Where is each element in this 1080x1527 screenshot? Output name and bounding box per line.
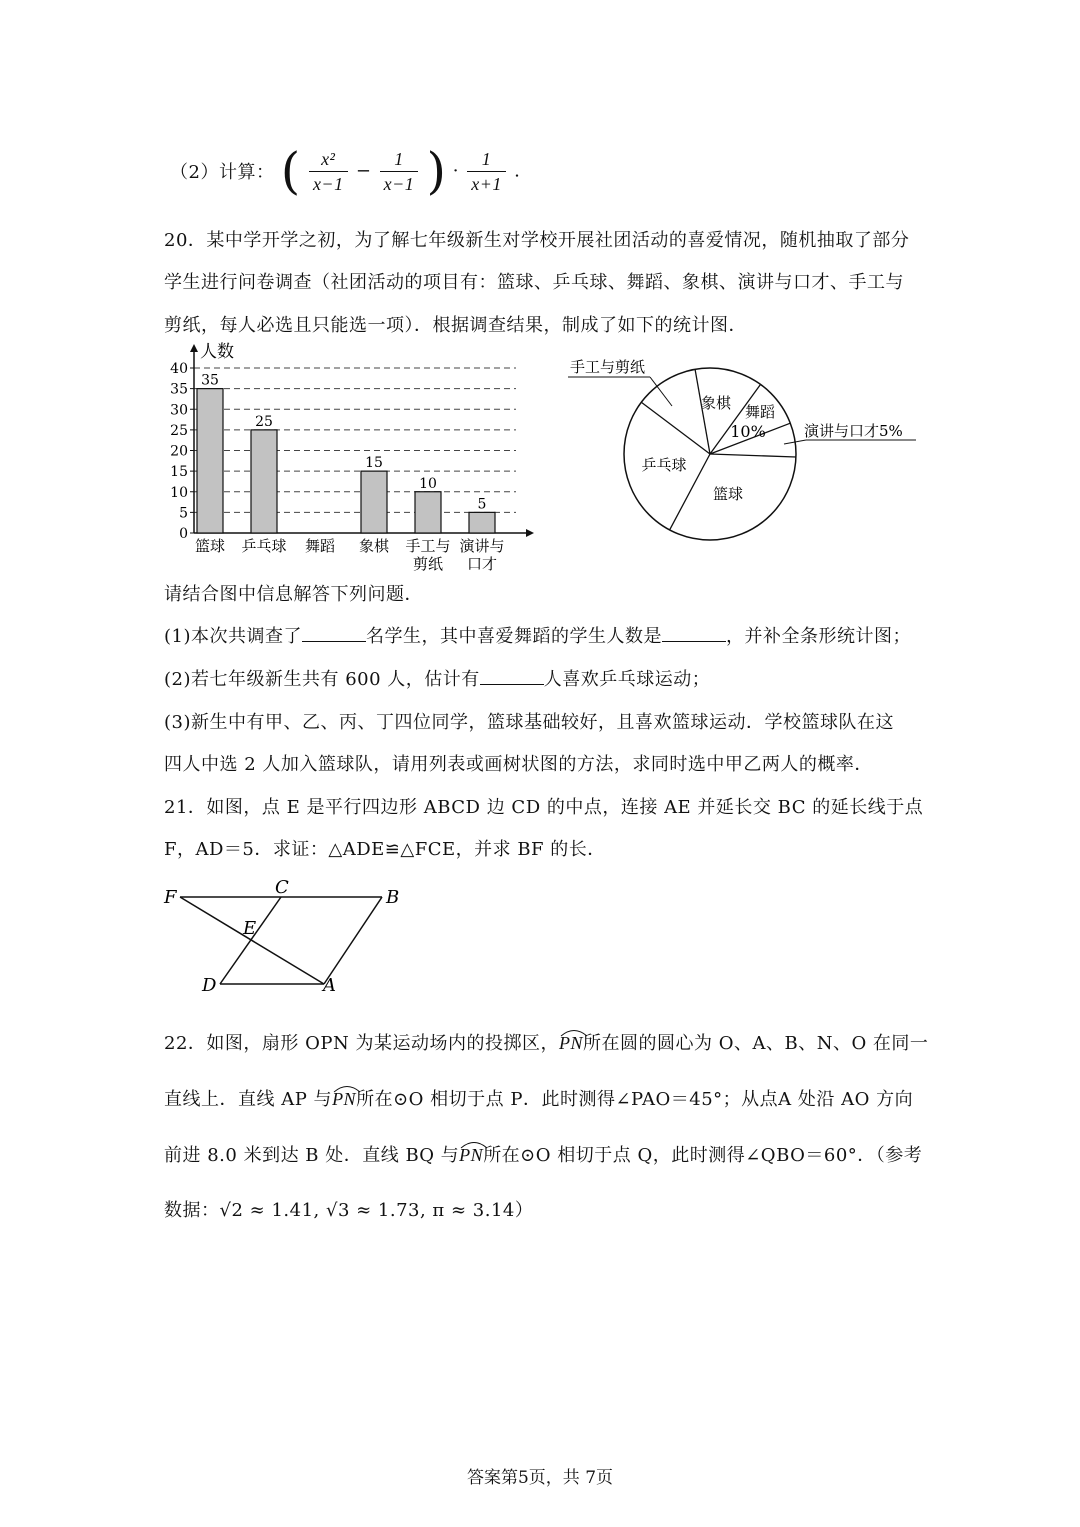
pie-label-dance-percent: 10% <box>730 422 766 441</box>
pie-chart <box>560 352 920 542</box>
segment-fa <box>180 897 324 984</box>
x-axis-arrow <box>526 529 534 537</box>
q22-line4: 数据：√2 ≈ 1.41, √3 ≈ 1.73, π ≈ 3.14） <box>164 1200 534 1221</box>
arc-pn: PN <box>332 1083 356 1110</box>
answer-blank <box>480 666 544 685</box>
segment-dc <box>220 897 281 984</box>
y-tick-label: 5 <box>179 505 188 522</box>
q22-line1: 22．如图，扇形 OPN 为某运动场内的投掷区， PN所在圆的圆心为 O、A、B、N、O 在同一 <box>164 1027 928 1055</box>
bar <box>251 430 277 533</box>
q20-q1: (1)本次共调查了 名学生，其中喜爱舞蹈的学生人数是 ，并补全条形统计图； <box>164 622 911 648</box>
pie-label-chess: 象棋 <box>700 394 732 412</box>
y-tick-label: 30 <box>170 402 188 419</box>
y-axis-label: 人数 <box>200 342 234 362</box>
x-tick-label: 象棋 <box>358 537 390 555</box>
pie-label-basketball: 篮球 <box>712 485 744 503</box>
bar-chart <box>160 338 540 576</box>
bar <box>469 512 495 533</box>
fraction-3: $\frac{1}{x+1}$ <box>467 147 506 196</box>
x-tick-label: 手工与 <box>405 537 451 555</box>
page-footer: 答案第5页，共 7页 <box>466 1468 614 1488</box>
point-a-label: A <box>323 975 336 996</box>
y-tick-label: 20 <box>170 443 188 460</box>
answer-blank <box>302 623 366 642</box>
y-tick-label: 0 <box>179 526 188 542</box>
point-f-label: F <box>164 887 177 908</box>
q21-line2: F，AD＝5．求证：△ADE≌△FCE，并求 BF 的长． <box>164 839 606 860</box>
y-tick-label: 15 <box>170 464 188 481</box>
callout-handcraft: 手工与剪纸 <box>570 358 646 376</box>
point-b-label: B <box>386 887 400 908</box>
y-tick-label: 35 <box>170 381 188 398</box>
y-tick-label: 25 <box>170 422 188 439</box>
parallelogram-figure <box>160 874 410 998</box>
point-d-label: D <box>202 975 217 996</box>
q20-line2: 学生进行问卷调查（社团活动的项目有：篮球、乒乓球、舞蹈、象棋、演讲与口才、手工与 <box>164 272 904 293</box>
arc-pn: PN <box>559 1027 583 1054</box>
arc-pn: PN <box>459 1139 483 1166</box>
q20-q2: (2)若七年级新生共有 600 人，估计有 人喜欢乒乓球运动； <box>164 665 710 691</box>
bar-data-label: 15 <box>365 455 383 472</box>
q20-line1: 20．某中学开学之初，为了解七年级新生对学校开展社团活动的喜爱情况，随机抽取了部分 <box>164 230 910 251</box>
x-tick-label: 乒乓球 <box>241 537 287 555</box>
fraction-1: $\frac{\text{x²}}{x-1}$ <box>309 147 348 196</box>
pie-label-pingpong: 乒乓球 <box>641 456 687 474</box>
q20-line3: 剪纸，每人必选且只能选一项）．根据调查结果，制成了如下的统计图． <box>164 315 747 336</box>
q19-prefix: （2）计算： <box>170 162 275 183</box>
answer-blank <box>662 623 726 642</box>
q20-q3-line2: 四人中选 2 人加入篮球队，请用列表或画树状图的方法，求同时选中甲乙两人的概率． <box>164 754 873 775</box>
bar <box>361 471 387 533</box>
segment-ba <box>324 897 382 984</box>
point-c-label: C <box>275 877 289 898</box>
x-tick-label: 舞蹈 <box>304 537 336 555</box>
bar-data-label: 35 <box>201 372 219 389</box>
q22-line2: 直线上．直线 AP 与 PN所在⊙O 相切于点 P．此时测得∠PAO＝45°；从点A 处沿 AO 方向 <box>164 1083 913 1111</box>
q19-part2: （2）计算： ( $\frac{\text{x²}}{x-1}$ − $\frac{1}{x-1}$ ) · $\frac{1}{x+1}$ . <box>170 142 521 200</box>
point-e-label: E <box>243 918 257 939</box>
q20-instruction: 请结合图中信息解答下列问题． <box>164 584 423 605</box>
bar-data-label: 25 <box>255 413 273 430</box>
bar-data-label: 5 <box>477 496 487 513</box>
bar <box>415 492 441 533</box>
q21-line1: 21．如图，点 E 是平行四边形 ABCD 边 CD 的中点，连接 AE 并延长交 BC 的延长线于点 <box>164 797 924 818</box>
y-axis-arrow <box>190 344 198 352</box>
x-tick-label: 演讲与 <box>459 537 505 555</box>
callout-speech: 演讲与口才5% <box>804 422 903 440</box>
y-tick-label: 10 <box>170 484 188 501</box>
fraction-2: $\frac{1}{x-1}$ <box>380 147 419 196</box>
q20-q3-line1: (3)新生中有甲、乙、丙、丁四位同学，篮球基础较好，且喜欢篮球运动．学校篮球队在这 <box>164 712 894 733</box>
q22-line3: 前进 8.0 米到达 B 处．直线 BQ 与 PN所在⊙O 相切于点 Q，此时测得∠QBO＝60°．（参考 <box>164 1139 922 1167</box>
bar-data-label: 10 <box>419 475 437 492</box>
pie-label-dance: 舞蹈 <box>744 403 776 421</box>
x-tick-label: 剪纸 <box>412 555 444 573</box>
y-tick-label: 40 <box>170 361 188 377</box>
x-tick-label: 篮球 <box>194 537 226 555</box>
x-tick-label: 口才 <box>466 555 498 573</box>
bar <box>197 389 223 533</box>
